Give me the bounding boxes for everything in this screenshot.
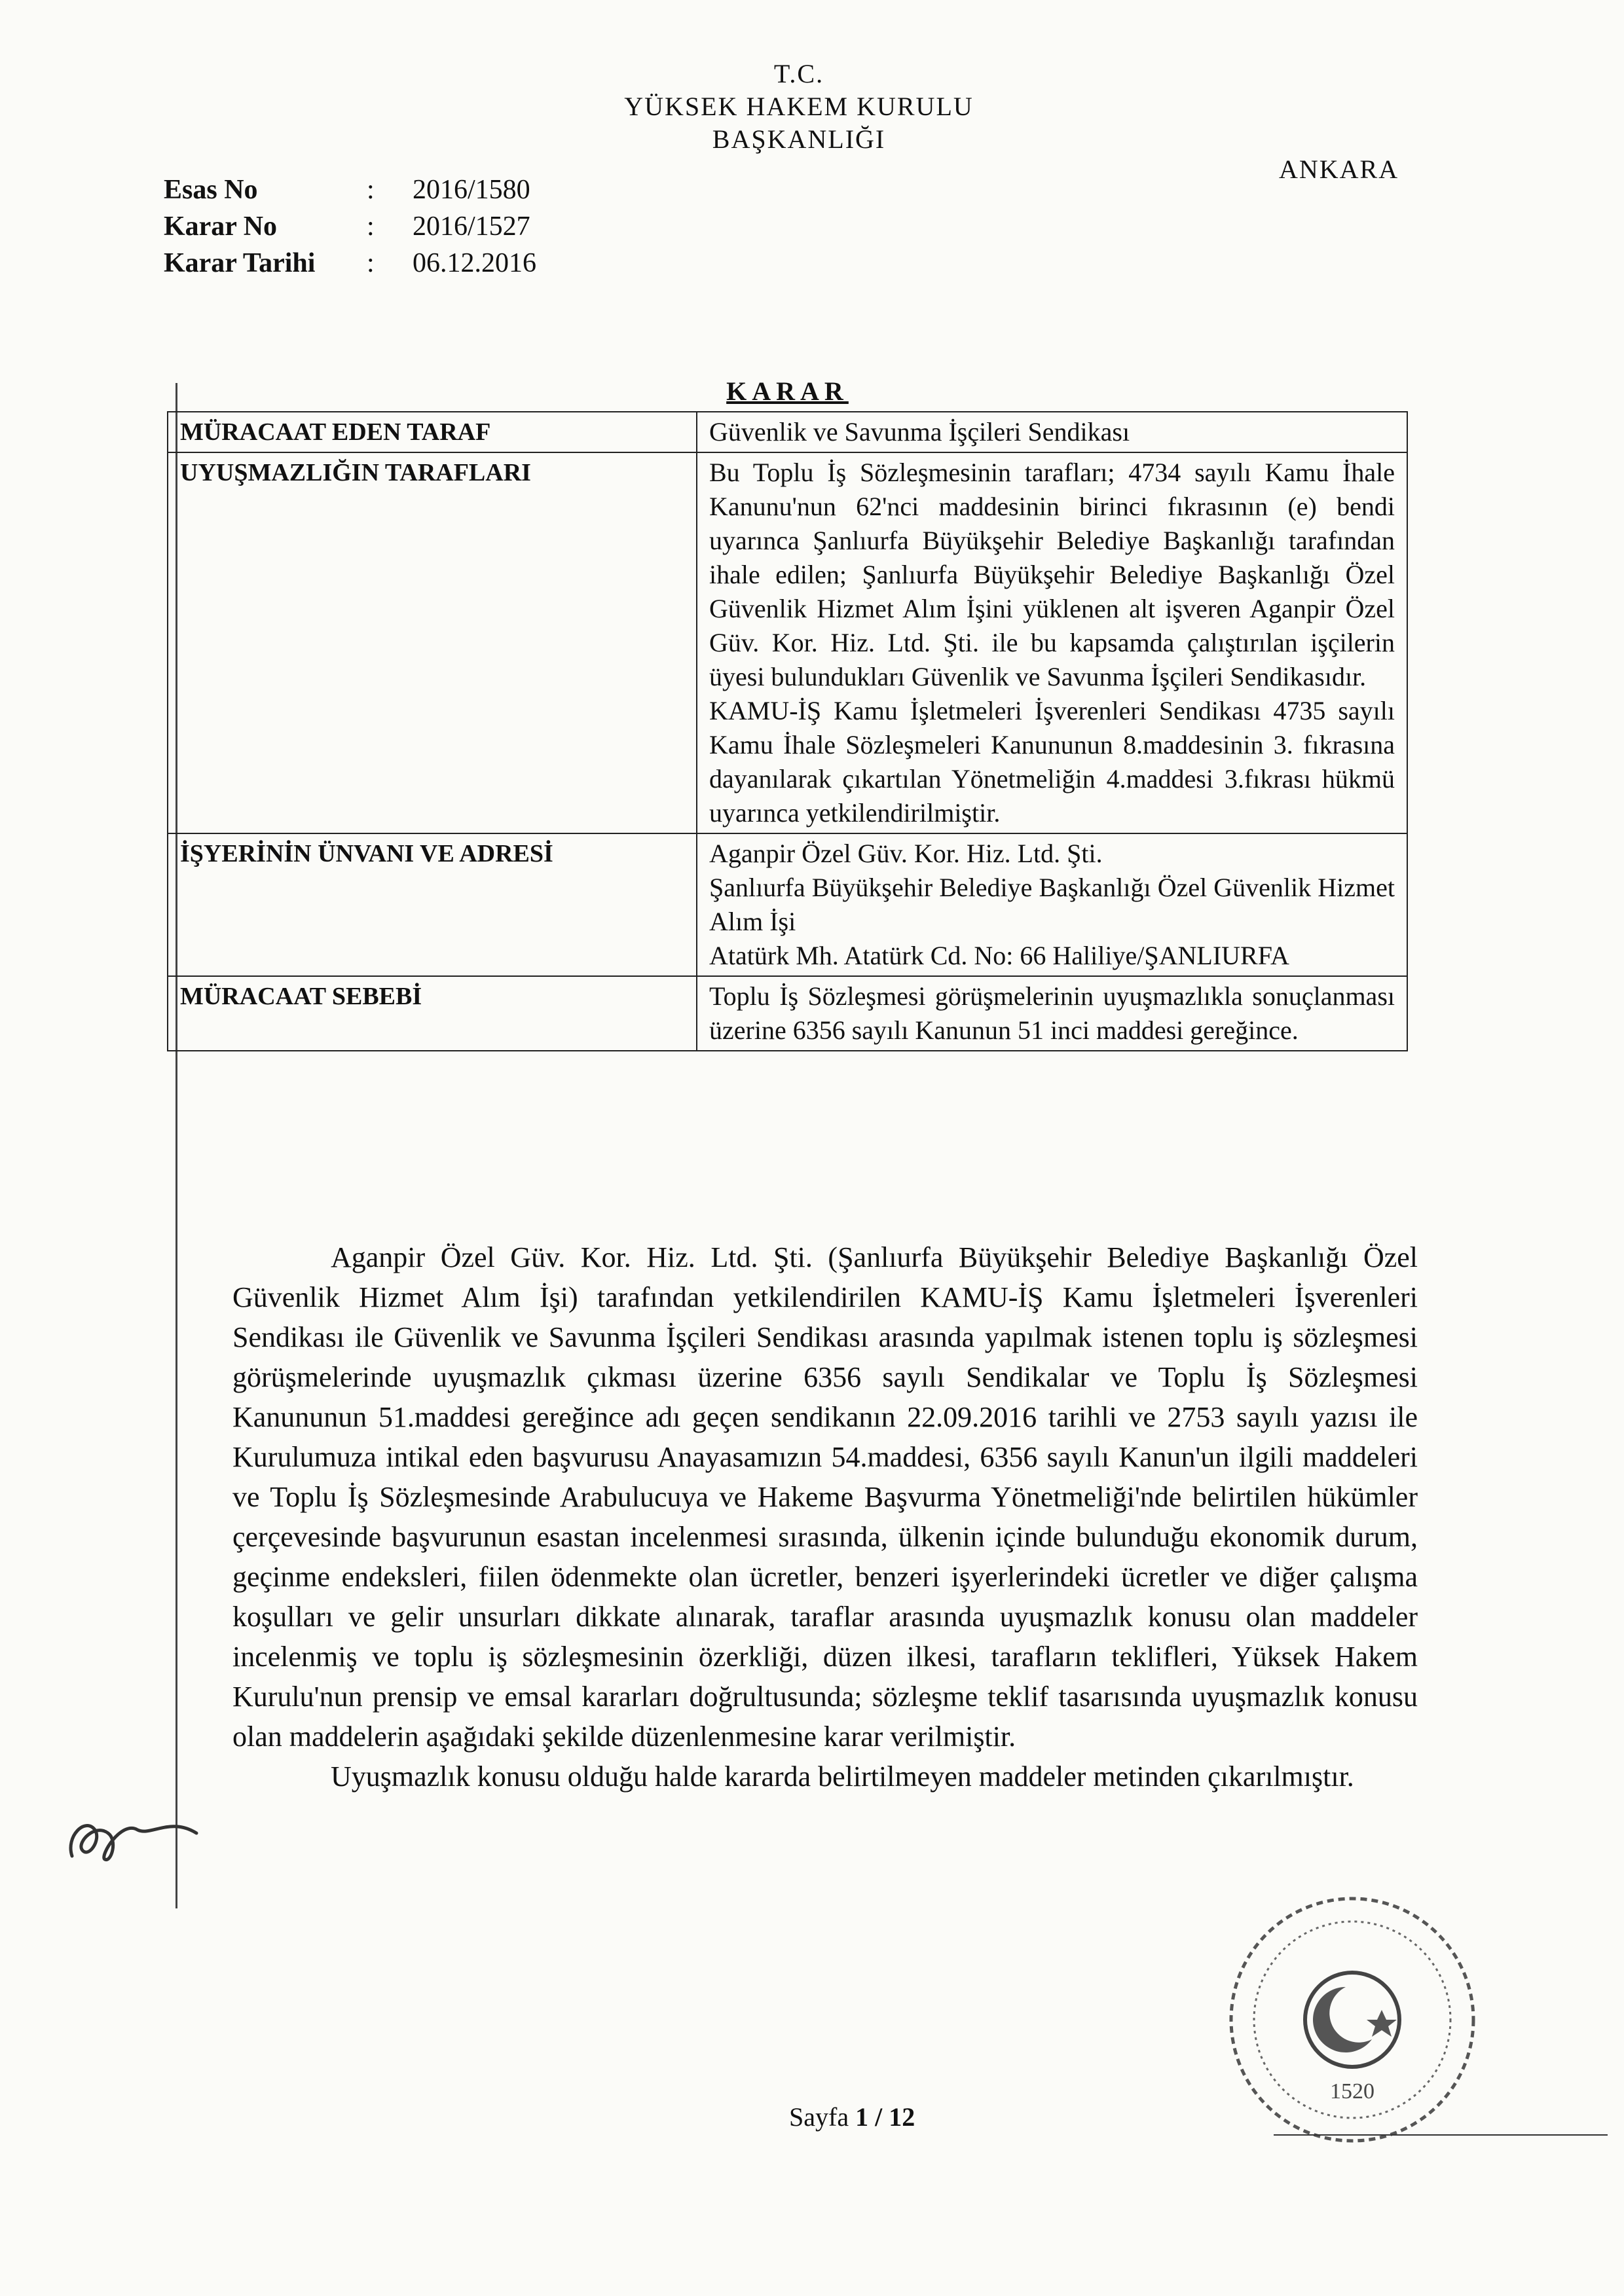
- decision-title-row: [168, 372, 1407, 412]
- meta-value: 2016/1580: [413, 175, 530, 205]
- row-paragraph: Bu Toplu İş Sözleşmesinin tarafları; 4734 sayılı Kamu İhale Kanunu'nun 62'nci maddesinin birinci fıkrasının (e) bendi uyarınca Şanlıurfa Büyükşehir Belediye Başkanlığı tarafından ihale edilen; Şanlıurfa Büyükşehir Belediye Başkanlığı Özel Güvenlik Hizmet Alım İşini yüklenen alt işveren Aganpir Özel Güv. Kor. Hiz. Ltd. Şti. ile bu kapsamda çalıştırılan işçilerin üyesi bulundukları Güvenlik ve Savunma İşçileri Sendikasıdır.: [709, 458, 1395, 691]
- body-paragraph: Uyuşmazlık konusu olduğu halde kararda belirtilmeyen maddeler metinden çıkarılmıştır.: [331, 1760, 1354, 1793]
- row-label: MÜRACAAT SEBEBİ: [168, 976, 697, 1051]
- row-paragraph: Şanlıurfa Büyükşehir Belediye Başkanlığı Özel Güvenlik Hizmet Alım İşi: [709, 873, 1395, 936]
- row-label: MÜRACAAT EDEN TARAF: [168, 412, 697, 452]
- meta-row-tarih: [164, 245, 536, 282]
- row-paragraph: Aganpir Özel Güv. Kor. Hiz. Ltd. Şti.: [709, 839, 1103, 868]
- meta-key: Esas No: [164, 175, 258, 205]
- meta-value: 06.12.2016: [413, 248, 536, 278]
- stamp-number: 1520: [1330, 2079, 1375, 2104]
- footer-rule: [1274, 2134, 1608, 2136]
- header-city: ANKARA: [1279, 155, 1399, 184]
- row-value: [697, 452, 1407, 833]
- row-workplace: [168, 833, 1407, 976]
- row-paragraph: Toplu İş Sözleşmesi görüşmelerinin uyuşmazlıkla sonuçlanması üzerine 6356 sayılı Kanunun 51 inci maddesi gereğince.: [709, 981, 1395, 1045]
- header-institution: YÜKSEK HAKEM KURULU: [624, 92, 974, 121]
- meta-row-karar: [164, 208, 536, 245]
- meta-colon: :: [367, 211, 375, 242]
- decision-title-text: KARAR: [726, 376, 849, 406]
- header-tc: T.C.: [773, 59, 824, 88]
- official-stamp-icon: [1215, 1889, 1490, 2164]
- row-paragraph: Güvenlik ve Savunma İşçileri Sendikası: [709, 417, 1130, 446]
- page-number-prefix: Sayfa: [789, 2102, 856, 2132]
- meta-row-esas: [164, 172, 536, 208]
- row-applicant: [168, 412, 1407, 452]
- row-value: [697, 976, 1407, 1051]
- row-label: UYUŞMAZLIĞIN TARAFLARI: [168, 452, 697, 833]
- decision-body: [232, 1237, 1418, 1796]
- page-number: [789, 2102, 915, 2132]
- row-value: [697, 412, 1407, 452]
- case-meta: [164, 172, 536, 282]
- header-department: BAŞKANLIĞI: [712, 124, 886, 154]
- row-paragraph: Atatürk Mh. Atatürk Cd. No: 66 Haliliye/ŞANLIURFA: [709, 941, 1289, 970]
- meta-colon: :: [367, 175, 375, 205]
- decision-title: [168, 372, 1407, 412]
- handwritten-initials-icon: [59, 1797, 210, 1876]
- row-parties: [168, 452, 1407, 833]
- meta-colon: :: [367, 248, 375, 278]
- meta-key: Karar Tarihi: [164, 248, 316, 278]
- meta-key: Karar No: [164, 211, 278, 242]
- body-paragraph: Aganpir Özel Güv. Kor. Hiz. Ltd. Şti. (Şanlıurfa Büyükşehir Belediye Başkanlığı Özel Güvenlik Hizmet Alım İşi) tarafından yetkilendirilen KAMU-İŞ Kamu İşletmeleri İşverenleri Sendikası ile Güvenlik ve Savunma İşçileri Sendikası arasında yapılmak istenen toplu iş sözleşmesi görüşmelerinde uyuşmazlık çıkması üzerine 6356 sayılı Sendikalar ve Toplu İş Sözleşmesi Kanununun 51.maddesi gereğince adı geçen sendikanın 22.09.2016 tarihli ve 2753 sayılı yazısı ile Kurulumuza intikal eden başvurusu Anayasamızın 54.maddesi, 6356 sayılı Kanun'un ilgili maddeleri ve Toplu İş Sözleşmesinde Arabulucuya ve Hakeme Başvurma Yönetmeliği'nde belirtilen hükümler çerçevesinde başvurunun esastan incelenmesi sırasında, ülkenin içinde bulunduğu ekonomik durum, geçinme endeksleri, fiilen ödenmekte olan ücretler, benzeri işyerlerindeki ücretler ve diğer çalışma koşulları ve gelir unsurları dikkate alınarak, taraflar arasında uyuşmazlık konusu olan maddeler incelenmiş ve toplu iş sözleşmesinin özerkliği, düzen ilkesi, tarafların teklifleri, Yüksek Hakem Kurulu'nun prensip ve emsal kararları doğrultusunda; sözleşme teklif tasarısında uyuşmazlık konusu olan maddelerin aşağıdaki şekilde düzenlenmesine karar verilmiştir.: [232, 1241, 1418, 1753]
- row-paragraph: KAMU-İŞ Kamu İşletmeleri İşverenleri Sendikası 4735 sayılı Kamu İhale Sözleşmeleri Kanununun 8.maddesinin 3. fıkrasına dayanılarak çıkartılan Yönetmeliğin 4.maddesi 3.fıkrası hükmü uyarınca yetkilendirilmiştir.: [709, 696, 1395, 828]
- meta-value: 2016/1527: [413, 211, 530, 242]
- decision-table: [167, 372, 1408, 1051]
- row-label: İŞYERİNİN ÜNVANI VE ADRESİ: [168, 833, 697, 976]
- page-current: 1: [855, 2102, 869, 2132]
- page-separator: /: [868, 2102, 889, 2132]
- row-value: [697, 833, 1407, 976]
- page-total: 12: [889, 2102, 915, 2132]
- header: [563, 58, 1035, 156]
- row-reason: [168, 976, 1407, 1051]
